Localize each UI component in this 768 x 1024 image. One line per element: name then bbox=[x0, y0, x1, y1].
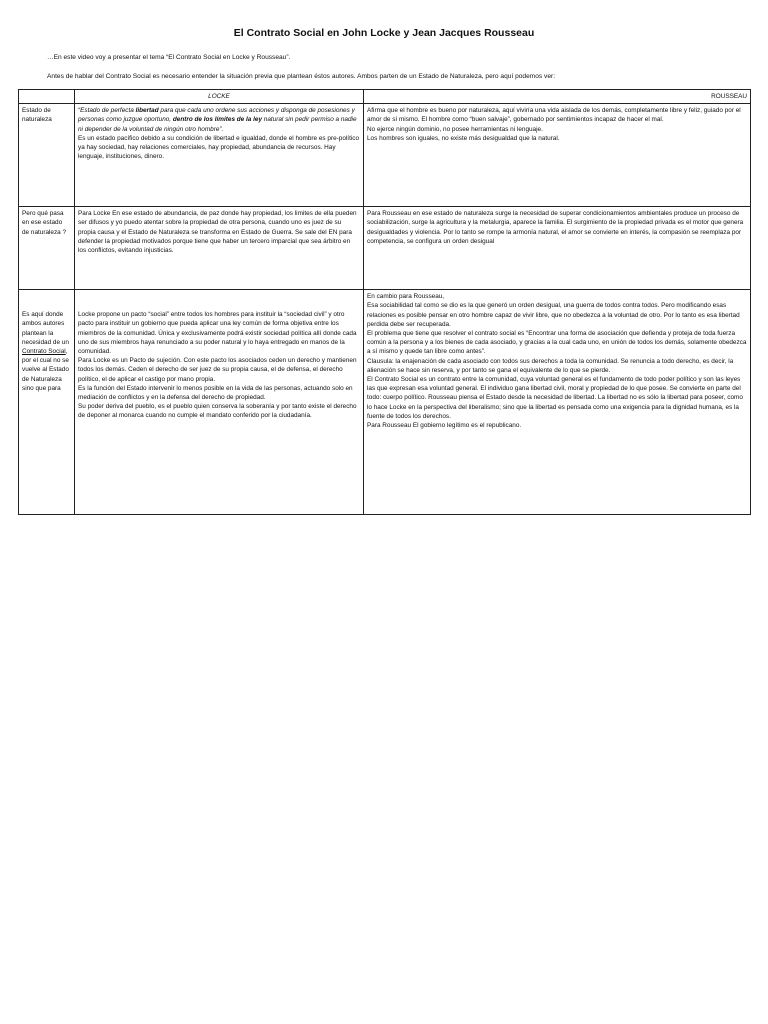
quote-bold: libertad bbox=[135, 107, 159, 115]
cell-paragraph: El problema que tiene que resolver el contrato social es “Encontrar una forma de asociación que defienda y proteja de toda fuerza común a la persona y a los bienes de cada asociado, y gracias a la cual cada uno, en unión de todos los demás, solamente obedezca a sí mismo y quede tan libre como antes”. bbox=[367, 330, 747, 356]
cell-paragraph: El Contrato Social es un contrato entre la comunidad, cuya voluntad general es el fundamento de todo poder político y son las leyes las que expresan esa voluntad general. El individuo gana libertad civil, moral y propiedad de lo que posee. Se convierte en parte del todo: cuerpo político. Rousseau piensa el Estado desde la necesidad de libertad. La libertad no es sólo la libertad para poseer, como lo hace Locke en la perspectiva del liberalismo; sino que la libertad es pensada como una exigencia para la dignidad humana, es la fuente de todos los derechos. bbox=[367, 376, 743, 420]
contrato-social-link[interactable]: Contrato Social bbox=[22, 348, 66, 356]
document-title: El Contrato Social en John Locke y Jean Jacques Rousseau bbox=[233, 27, 535, 39]
cell-paragraph: Es la función del Estado intervenir lo menos posible en la vida de las personas, actuando solo en mediación de conflictos y en la defensa del derecho de propiedad. bbox=[78, 384, 353, 402]
label-part: , por el cual no se vuelve al Estado de Naturaleza sino que para bbox=[22, 348, 69, 392]
table-row bbox=[19, 207, 751, 290]
cell-rousseau-contrato bbox=[364, 290, 751, 515]
cell-paragraph: Para Rousseau en ese estado de naturaleza surge la necesidad de superar condicionamientos ambientales produce un proceso de sociabilización, surge la agricultura y la metalurgia, aparece la familia. El surgimiento de la propiedad privada es el motor que genera desigualdades y violencia. Por lo tanto se rompe la armonía natural, el amor se convierte en interés, la compasión se reemplaza por competencia, se configura un orden desigual bbox=[367, 210, 744, 245]
header-locke: LOCKE bbox=[75, 90, 364, 104]
cell-locke-pero-que bbox=[75, 207, 364, 290]
cell-rousseau-pero-que bbox=[364, 207, 751, 290]
header-rousseau: ROUSSEAU bbox=[364, 90, 751, 104]
intro-paragraph-2: Antes de hablar del Contrato Social es necesario entender la situación previa que plantean éstos autores. Ambos parten de un Estado de Naturaleza, pero aquí podemos ver: bbox=[47, 73, 556, 80]
table-row bbox=[19, 290, 751, 515]
row-label-contrato bbox=[19, 290, 75, 515]
label-part: Es aquí donde ambos autores plantean la necesidad de un bbox=[22, 311, 69, 346]
cell-paragraph: Es un estado pacífico debido a su condición de libertad e igualdad, donde el hombre es pre-político ya hay sociedad, hay relaciones comerciales, hay propiedad, abundancia de recursos. Hay lenguaje, instituciones, dinero. bbox=[78, 134, 360, 161]
cell-paragraph: Los hombres son iguales, no existe más desigualdad que la natural. bbox=[367, 134, 560, 142]
quote-part: natural sin pedir permiso a nadie ni depender de la voluntad de ningún otro hombre”. bbox=[78, 116, 357, 133]
locke-quote bbox=[78, 106, 360, 134]
cell-paragraph: Clausula: la enajenación de cada asociado con todos sus derechos a toda la comunidad. Se renuncia a todo derecho, es decir, la alienación se hace sin reserva, y por tanto se gana el equivalente de lo que se pierde. bbox=[367, 357, 734, 374]
cell-paragraph: Esa sociabilidad tal como se dio es la que generó un orden desigual, una guerra de todos contra todos. Pero modificando esas relaciones es posible pensar en otro hombre capaz de vivir libre, que no obedezca a la voluntad de otro. Por lo tanto es esa libertad perdida debe ser recuperada. bbox=[367, 302, 740, 328]
intro-paragraph-1: …En este video voy a presentar el tema “El Contrato Social en Locke y Rousseau”. bbox=[47, 54, 291, 61]
row-label-estado: Estado de naturaleza bbox=[19, 104, 75, 207]
comparison-table bbox=[18, 89, 751, 515]
quote-part: “Estado de perfecta bbox=[78, 107, 136, 115]
cell-paragraph: Para Locke es un Pacto de sujeción. Con este pacto los asociados ceden un derecho y mantienen todos los demás. Ceden el derecho de ser juez de su propia causa, el de defensa, el derecho político, el de aplicar el castigo por mano propia. bbox=[78, 357, 357, 383]
cell-paragraph: Para Rousseau El gobierno legítimo es el republicano. bbox=[367, 422, 522, 430]
cell-paragraph: En cambio para Rousseau, bbox=[367, 293, 445, 301]
cell-paragraph: Locke propone un pacto “social” entre todos los hombres para instituir la “sociedad civil” y otro pacto para instituir un gobierno que pueda aplicar una ley común de forma objetiva entre los miembros de la comunidad. Única y exclusivamente podrá existir sociedad política allí donde cada uno de sus miembros haya renunciado a su poder natural y lo haya entregado en manos de la comunidad. bbox=[78, 311, 357, 356]
cell-locke-estado bbox=[75, 104, 364, 207]
row-label-pero-que: Pero qué pasa en ese estado de naturaleza ? bbox=[19, 207, 75, 290]
table-row bbox=[19, 104, 751, 207]
cell-locke-contrato bbox=[75, 290, 364, 515]
cell-rousseau-estado bbox=[364, 104, 751, 207]
cell-paragraph: No ejerce ningún dominio, no posee herramientas ni lenguaje. bbox=[367, 125, 543, 133]
header-corner-cell bbox=[19, 90, 75, 104]
cell-paragraph: Su poder deriva del pueblo, es el pueblo quien conserva la soberanía y por tanto existe el derecho de deponer al monarca cuando no cumple el mandato conferido por la ciudadanía. bbox=[78, 403, 357, 420]
quote-part: para que cada uno ordene sus acciones y disponga de posesiones y personas como juzgue oportuno, bbox=[78, 107, 355, 124]
cell-paragraph: Afirma que el hombre es bueno por naturaleza, aquí viviría una vida aislada de los demás, completamente libre y feliz, guiado por el amor de sí mismo. El hombre como “buen salvaje”, gobernado por sentimientos incapaz de hacer el mal. bbox=[367, 107, 741, 124]
cell-paragraph: Para Locke En ese estado de abundancia, de paz donde hay propiedad, los limites de ella pueden ser difusos y yo puedo atentar sobre la propiedad de otra persona, cuando uno es juez de su propia causa y el Estado de Naturaleza se transforma en Estado de Guerra. Se sale del EN para defender la propiedad motivados porque tiene que haber un tercero imparcial que sea árbitro en los conflictos, evitando injusticias. bbox=[78, 210, 357, 255]
table-header-row bbox=[19, 90, 751, 104]
quote-bold: dentro de los límites de la ley bbox=[172, 116, 263, 124]
